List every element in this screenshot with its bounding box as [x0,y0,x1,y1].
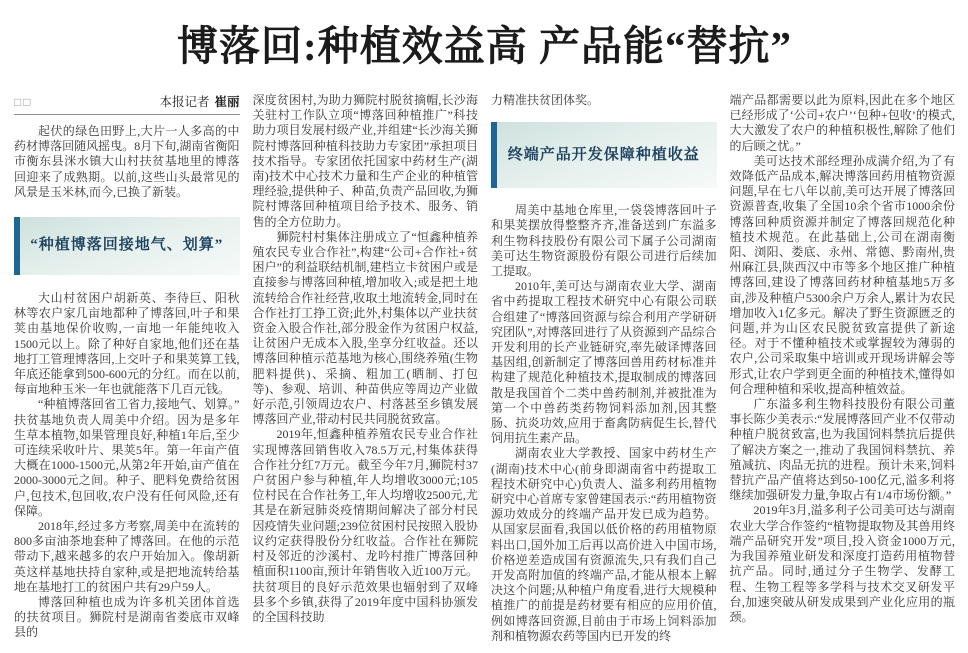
paragraph-continued: 力精准扶贫团体奖。 [491,93,600,107]
column-3 [491,93,717,649]
paragraph: 狮院村村集体注册成立了“恒鑫种植养殖农民专业合作社”,构建“公司+合作社+贫困户”的利益联结机制,建档立卡贫困户或是直接参与博落回种植,增加收入;或是把土地流转给合作社经营,收取土地流转金,同时在合作社打工挣工资;此外,村集体以产业扶贫资金入股合作社,部分股金作为贫困户权益,让贫困户无成本入股,坐享分红收益。还以博落回种植示范基地为核心,围绕养殖(生物肥料提供)、采摘、粗加工(晒制、打包等)、参观、培训、种苗供应等周边产业做好示范,引领周边农户、村落甚至乡镇发展博落回产业,带动村民共同脱贫致富。 [252,229,478,427]
paragraph: 周美中基地仓库里,一袋袋博落回叶子和果荚摆放得整整齐齐,准备送到广东溢多利生物科技股份有限公司下属子公司湖南美可达生物资源股份有限公司进行后续加工提取。 [491,203,717,279]
paragraph: 2010年,美可达与湖南农业大学、湖南省中药提取工程技术研究中心有限公司联合组建了“博落回资源与综合利用产学研研究团队”,对博落回进行了从资源到产品综合开发利用的长产业链研究,率先破译博落回基因组,创新制定了博落回兽用药材标准并构建了规范化种植技术,提取制成的博落回散是我国首个二类中兽药制剂,并被批准为第一个中兽药类药物饲料添加剂,因其整肠、抗炎功效,应用于畜禽防病促生长,替代饲用抗生素产品。 [491,279,717,446]
byline-row [14,93,240,115]
section-header-products [491,122,717,188]
reporter-name: 崔丽 [214,94,240,109]
reporter-label: 本报记者 [159,94,210,109]
column-2 [253,93,479,649]
section-header-planting [14,217,240,275]
paragraph: 博落回种植也成为许多机关团体首选的扶贫项目。狮院村是湖南省娄底市双峰县的 [14,595,240,640]
reporter-byline [159,95,239,110]
paragraph: 美可达技术部经理孙成满介绍,为了有效降低产品成本,解决博落回药用植物资源问题,早在七八年以前,美可达开展了博落回资源普查,收集了全国10余个省市1000余份博落回种质资源并制定了博落回规范化种植技术规范。在此基础上,公司在湖南衡阳、浏阳、娄底、永州、常德、黔南州,贵州麻江县,陕西汉中市等多个地区推广种植博落回,建设了博落回药材种植基地5万多亩,涉及种植户5300余户万余人,累计为农民增加收入1亿多元。解决了野生资源匮乏的问题,并为山区农民脱贫致富提供了新途径。对于不懂种植技术或掌握较为薄弱的农户,公司采取集中培训或开现场讲解会等形式,让农户学到更全面的种植技术,懂得如何合理种植和采收,提高种植效益。 [729,153,955,396]
paragraph-intro: 起伏的绿色田野上,大片一人多高的中药材博落回随风摇曳。8月下旬,湖南省衡阳市衡东县洣水镇大山村扶贫基地里的博落回迎来了成熟期。以前,这些山头最常见的风景是玉米林,而今,已换了新装。 [14,124,240,199]
paragraph: 2019年,恒鑫种植养殖农民专业合作社实现博落回销售收入78.5万元,村集体获得合作社分红7万元。截至今年7月,狮院村37户贫困户参与种植,年人均增收3000元;105位村民在合作社务工,年人均增收2500元,尤其是在新冠肺炎疫情期间解决了部分村民因疫情失业问题;239位贫困村民按照入股协议约定获得股份分红收益。合作社在狮院村及邻近的沙溪村、龙吟村推广博落回种植面积1100亩,预计年销售收入近100万元。扶贫项目的良好示范效果也辐射到了双峰县多个乡镇,获得了2019年度中国科协颁发的全国科技助 [252,427,478,624]
page-marker-boxes: □□ [14,94,33,109]
section-title: 终端产品开发保障种植收益 [507,146,700,163]
paragraph-continued: 端产品都需要以此为原料,因此在多个地区已经形成了‘公司+农户’‘包种+包收’的模式,大大激发了农户的种植积极性,解除了他们的后顾之忧。” [729,93,955,153]
paragraph: 大山村贫困户胡新英、李待巨、阳秋林等农户家几亩地都种了博落回,叶子和果荚由基地保价收购,一亩地一年能纯收入1500元以上。除了种好自家地,他们还在基地打工管理博落回,上交叶子和果荚算工钱,年底还能拿到500-600元的分红。而在以前,每亩地种玉米一年也就能落下几百元钱。 [14,291,240,397]
paragraph: 2018年,经过多方考察,周美中在流转的800多亩油茶地套种了博落回。在他的示范带动下,越来越多的农户开始加入。像胡新英这样基地扶持自家种,或是把地流转给基地在基地打工的贫困户共有29户59人。 [14,519,240,594]
article-body [14,93,955,649]
article-headline: 博落回:种植效益高 产品能“替抗” [177,23,792,69]
paragraph: 2019年3月,溢多利子公司美可达与湖南农业大学合作签约“植物提取物及其兽用终端产品研究开发”项目,投入资金1000万元,为我国养殖业研发和深度打造药用植物替抗产品。同时,通过分子生物学、发酵工程、生物工程等多学科与技术交叉研发平台,加速突破从研发成果到产业化应用的瓶颈。 [729,503,955,624]
paragraph: 湖南农业大学教授、国家中药材生产(湖南)技术中心(前身即湖南省中药提取工程技术研究中心)负责人、溢多利药用植物研究中心首席专家曾建国表示:“药用植物资源功效成分的终端产品开发已成为趋势。从国家层面看,我国以低价格的药用植物原料出口,国外加工后再以高价进入中国市场,价格逆差造成国有资源流失,只有我们自己开发高附加值的终端产品,才能从根本上解决这个问题;从种植户角度看,进行大规模种植推广的前提是药材要有相应的应用价值,例如博落回资源,目前由于市场上饲料添加剂和植物源农药等国内已开发的终 [491,446,717,643]
column-1 [14,93,240,649]
section-title: “种植博落回接地气、划算” [30,237,224,254]
paragraph-continued: 深度贫困村,为助力狮院村脱贫摘帽,长沙海关驻村工作队立项“博落回种植推广”科技助力项目发展村级产业,并组建“长沙海关狮院村博落回种植科技助力专家团”承担项目技术指导。专家团依托国家中药材生产(湖南)技术中心技术力量和生产企业的种植管理经验,提供种子、种苗,负责产品回收,为狮院村博落回种植项目给予技术、服务、销售的全方位助力。 [252,93,478,229]
column-4 [730,93,956,649]
accent-bar [14,217,20,275]
accent-bar [491,122,497,188]
paragraph: 广东溢多利生物科技股份有限公司董事长陈少美表示:“发展博落回产业不仅带动种植户脱贫致富,也为我国饲料禁抗后提供了解决方案之一,推动了我国饲料禁抗、养殖减抗、肉品无抗的进程。预计未来,饲料替抗产品产值将达到50-100亿元,溢多利将继续加强研发力量,争取占有1/4市场份额。” [729,397,955,503]
paragraph: “种植博落回省工省力,接地气、划算。”扶贫基地负责人周美中介绍。因为是多年生草本植物,如果管理良好,种植1年后,至少可连续采收叶片、果荚5年。第一年亩产值大概在1000-1500元,从第2年开始,亩产值在2000-3000元之间。种子、肥料免费给贫困户,包技术,包回收,农户没有任何风险,还有保障。 [14,397,240,518]
